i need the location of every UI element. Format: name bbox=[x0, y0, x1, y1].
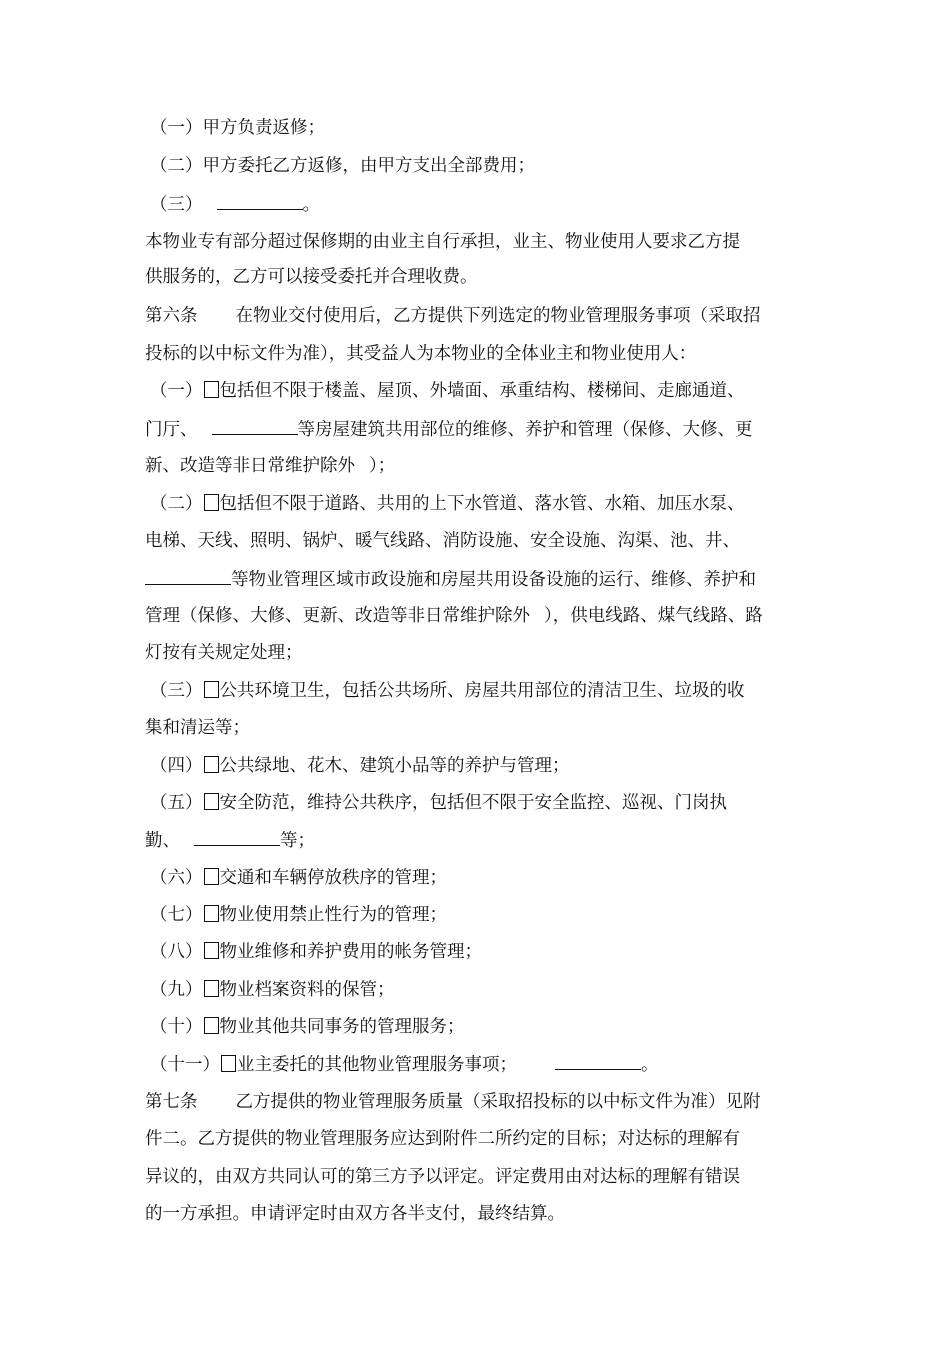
service-item: （九） 物业档案资料的保管； bbox=[150, 980, 395, 1000]
checkbox-icon[interactable] bbox=[204, 381, 219, 398]
article-line: 第六条 在物业交付使用后，乙方提供下列选定的物业管理服务事项（采取招 bbox=[145, 306, 761, 326]
article-line: 投标的以中标文件为准），其受益人为本物业的全体业主和物业使用人： bbox=[145, 344, 697, 364]
article-line: 异议的，由双方共同认可的第三方予以评定。评定费用由对达标的理解有错误 bbox=[145, 1167, 740, 1187]
fill-blank[interactable] bbox=[194, 829, 280, 846]
checkbox-icon[interactable] bbox=[204, 681, 219, 698]
checkbox-icon[interactable] bbox=[204, 793, 219, 810]
service-item: （七） 物业使用禁止性行为的管理； bbox=[150, 905, 447, 925]
article-number: 第六条 bbox=[145, 306, 198, 326]
checkbox-icon[interactable] bbox=[221, 1055, 236, 1072]
clause-line: （二）甲方委托乙方返修，由甲方支出全部费用； bbox=[150, 156, 535, 176]
service-item-cont: 灯按有关规定处理； bbox=[145, 643, 303, 663]
fill-blank[interactable] bbox=[217, 193, 303, 210]
service-item: （六） 交通和车辆停放秩序的管理； bbox=[150, 868, 447, 888]
service-item: （二） 包括但不限于道路、共用的上下水管道、落水管、水箱、加压水泵、 bbox=[150, 494, 745, 514]
service-item: （五） 安全防范，维持公共秩序，包括但不限于安全监控、巡视、门岗执 bbox=[150, 793, 727, 813]
fill-blank[interactable] bbox=[212, 418, 298, 435]
checkbox-icon[interactable] bbox=[204, 942, 219, 959]
service-item-cont: 门厅、 等房屋建筑共用部位的维修、养护和管理（保修、大修、更 bbox=[145, 420, 753, 440]
service-item-cont: 新、改造等非日常维护除外 ）； bbox=[145, 456, 396, 476]
article-line: 第七条 乙方提供的物业管理服务质量（采取招投标的以中标文件为准）见附 bbox=[145, 1092, 761, 1112]
service-item-cont: 集和清运等； bbox=[145, 718, 250, 738]
service-item-cont: 管理（保修、大修、更新、改造等非日常维护除外 ），供电线路、煤气线路、路 bbox=[145, 606, 763, 626]
service-item-cont: 等物业管理区域市政设施和房屋共用设备设施的运行、维修、养护和 bbox=[145, 568, 756, 591]
checkbox-icon[interactable] bbox=[204, 905, 219, 922]
fill-blank[interactable] bbox=[555, 1053, 641, 1070]
paragraph-line: 供服务的，乙方可以接受委托并合理收费。 bbox=[145, 267, 478, 287]
service-item-cont: 电梯、天线、照明、锅炉、暖气线路、消防设施、安全设施、沟渠、池、井、 bbox=[145, 531, 740, 551]
service-item: （十） 物业其他共同事务的管理服务； bbox=[150, 1017, 465, 1037]
checkbox-icon[interactable] bbox=[204, 756, 219, 773]
clause-line: （三） 。 bbox=[150, 195, 320, 215]
checkbox-icon[interactable] bbox=[204, 494, 219, 511]
service-item: （一） 包括但不限于楼盖、屋顶、外墙面、承重结构、楼梯间、走廊通道、 bbox=[150, 381, 745, 401]
service-item: （三） 公共环境卫生，包括公共场所、房屋共用部位的清洁卫生、垃圾的收 bbox=[150, 681, 745, 701]
service-item-cont: 勤、 等； bbox=[145, 831, 315, 851]
service-item: （八） 物业维修和养护费用的帐务管理； bbox=[150, 942, 482, 962]
article-line: 件二。乙方提供的物业管理服务应达到附件二所约定的目标；对达标的理解有 bbox=[145, 1129, 740, 1149]
article-number: 第七条 bbox=[145, 1092, 198, 1112]
checkbox-icon[interactable] bbox=[204, 980, 219, 997]
checkbox-icon[interactable] bbox=[204, 868, 219, 885]
article-line: 的一方承担。申请评定时由双方各半支付，最终结算。 bbox=[145, 1204, 565, 1224]
service-item: （十一） 业主委托的其他物业管理服务事项； 。 bbox=[150, 1055, 659, 1075]
paragraph-line: 本物业专有部分超过保修期的由业主自行承担，业主、物业使用人要求乙方提 bbox=[145, 232, 740, 252]
fill-blank[interactable] bbox=[145, 568, 231, 585]
service-item: （四） 公共绿地、花木、建筑小品等的养护与管理； bbox=[150, 756, 570, 776]
clause-line: （一）甲方负责返修； bbox=[150, 118, 325, 138]
checkbox-icon[interactable] bbox=[204, 1017, 219, 1034]
